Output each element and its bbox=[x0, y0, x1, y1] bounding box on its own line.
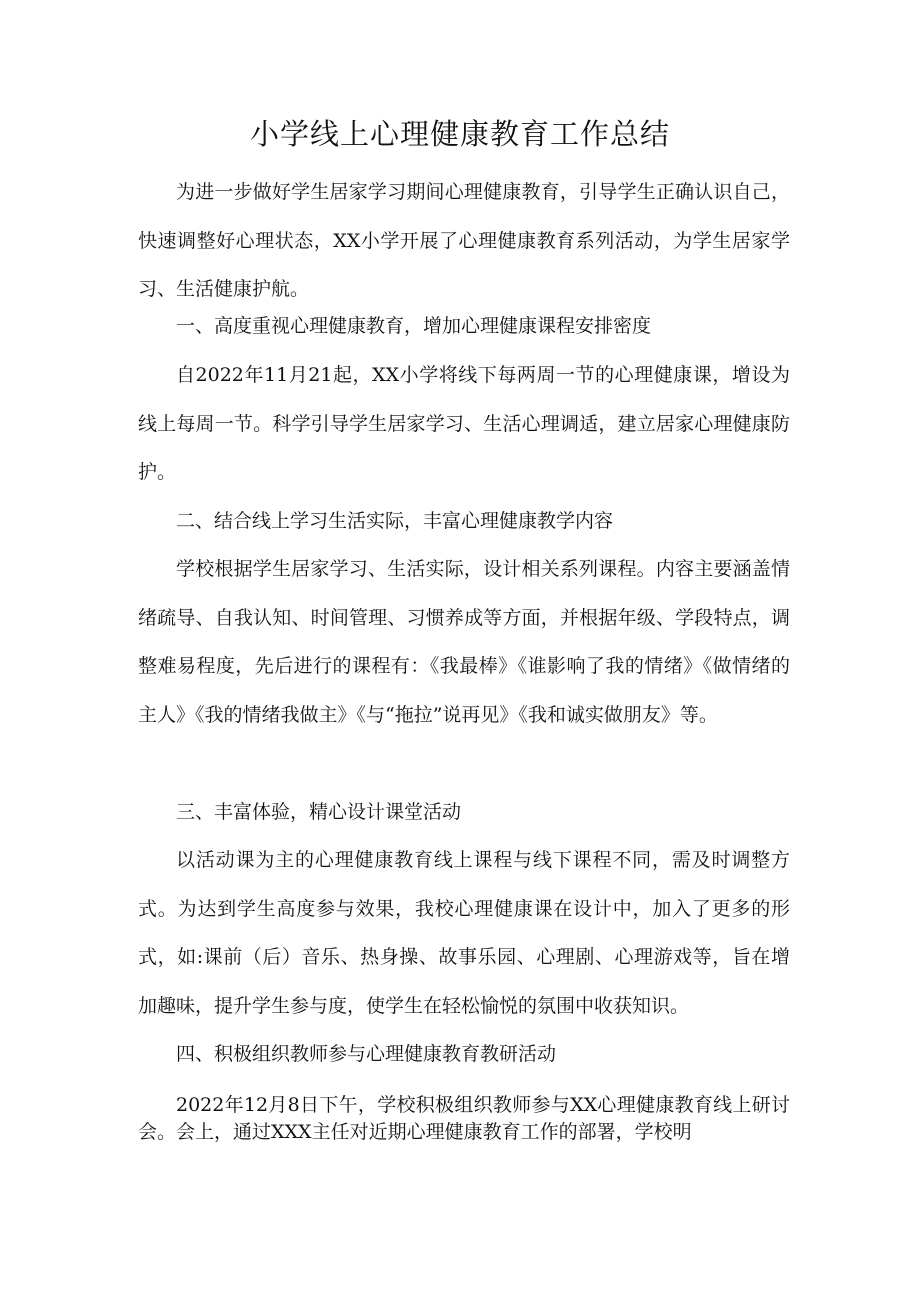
section-2-heading: 二、结合线上学习生活实际，丰富心理健康教学内容 bbox=[176, 510, 614, 532]
section-4-body: 2022年12月8日下午，学校积极组织教师参与XX心理健康教育线上研讨会。会上，通过XXX主任对近期心理健康教育工作的部署，学校明 bbox=[138, 1094, 790, 1143]
section-1-body: 自2022年11月21起，XX小学将线下每两周一节的心理健康课，增设为线上每周一节。科学引导学生居家学习、生活心理调适，建立居家心理健康防护。 bbox=[138, 364, 790, 483]
section-3-heading: 三、丰富体验，精心设计课堂活动 bbox=[176, 801, 462, 823]
document-title: 小学线上心理健康教育工作总结 bbox=[249, 117, 670, 151]
section-2-body: 学校根据学生居家学习、生活实际，设计相关系列课程。内容主要涵盖情绪疏导、自我认知、时间管理、习惯养成等方面，并根据年级、学段特点，调整难易程度，先后进行的课程有：《我最棒》《谁影响了我的情绪》《做情绪的主人》《我的情绪我做主》《与“拖拉”说再见》《我和诚实做朋友》等。 bbox=[138, 558, 790, 726]
section-3-body: 以活动课为主的心理健康教育线上课程与线下课程不同，需及时调整方式。为达到学生高度参与效果，我校心理健康课在设计中，加入了更多的形式，如:课前（后）音乐、热身操、故事乐园、心理剧、心理游戏等，旨在增加趣味，提升学生参与度，使学生在轻松愉悦的氛围中收获知识。 bbox=[138, 849, 790, 1017]
intro-paragraph: 为进一步做好学生居家学习期间心理健康教育，引导学生正确认识自己，快速调整好心理状态，XX小学开展了心理健康教育系列活动，为学生居家学习、生活健康护航。 bbox=[138, 181, 790, 300]
section-4-heading: 四、积极组织教师参与心理健康教育教研活动 bbox=[176, 1043, 557, 1065]
section-1-heading: 一、高度重视心理健康教育，增加心理健康课程安排密度 bbox=[176, 315, 652, 337]
